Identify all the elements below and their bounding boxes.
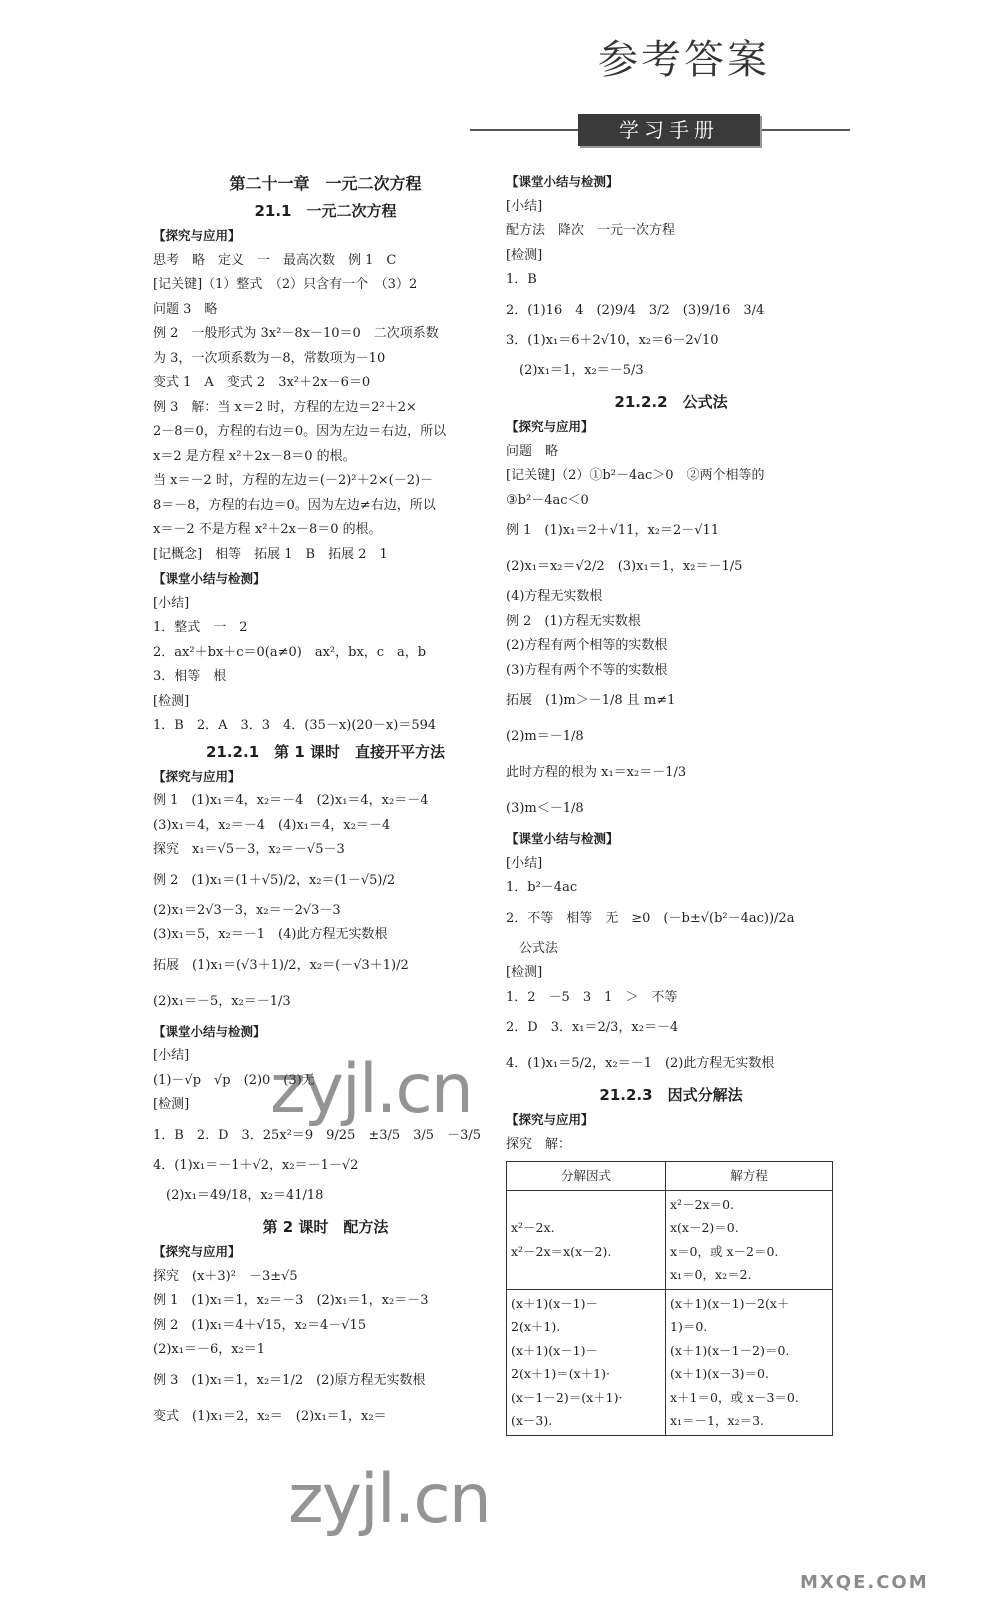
answer-line: [检测]: [506, 965, 543, 980]
left-column: [153, 170, 498, 1435]
answer-line: x＝2 是方程 x²＋2x－8＝0 的根。: [153, 448, 356, 464]
cell-line: (x－1－2)＝(x＋1)·: [511, 1389, 623, 1405]
cell-line: x₁＝－1，x₂＝3.: [670, 1413, 765, 1428]
answer-line: 1．B: [506, 272, 537, 287]
answer-line: 4．(1)x₁＝5/2，x₂＝－1 (2)此方程无实数根: [506, 1056, 775, 1071]
cell-line: 2(x＋1).: [511, 1319, 561, 1334]
answer-line: (4)方程无实数根: [506, 589, 603, 604]
cell-line: (x＋1)(x－1－2)＝0.: [670, 1342, 790, 1358]
answer-line: [检测]: [153, 1097, 190, 1112]
factorization-table: [506, 1161, 833, 1436]
watermark-mxqe: MXQE.COM: [800, 1572, 929, 1593]
answer-line: 1．整式 一 2: [153, 620, 248, 635]
answer-line: ③b²－4ac＜0: [506, 492, 589, 508]
cell-line: (x＋1)(x－1)－: [511, 1295, 599, 1311]
answer-line: 探究 解：: [506, 1136, 572, 1152]
cell-line: x₁＝0，x₂＝2.: [670, 1267, 752, 1282]
answer-line: 1．2 －5 3 1 ＞ 不等: [506, 989, 678, 1005]
table-row: [507, 1289, 833, 1435]
cell-line: x＋1＝0，或 x－3＝0.: [670, 1389, 799, 1405]
factor-cell: [507, 1190, 666, 1289]
chapter-heading: 21.2.2 公式法: [614, 393, 728, 411]
factor-cell: [507, 1289, 666, 1435]
answer-line: (2)m＝－1/8: [506, 729, 584, 744]
section-heading: 【课堂小结与检测】: [153, 1023, 266, 1039]
cell-line: 2(x＋1)＝(x＋1)·: [511, 1366, 610, 1381]
answer-line: 公式法: [506, 940, 559, 956]
section-heading: 【课堂小结与检测】: [506, 174, 619, 189]
cell-line: x²－2x＝x(x－2).: [511, 1243, 612, 1259]
cell-line: (x－3).: [511, 1413, 553, 1428]
chapter-heading: 21.2.3 因式分解法: [599, 1086, 743, 1104]
cell-line: [511, 1193, 661, 1217]
answer-line: [小结]: [153, 595, 190, 611]
answer-line: 3．(1)x₁＝6＋2√10，x₂＝6－2√10: [506, 332, 719, 348]
answer-line: 例 1 (1)x₁＝2＋√11，x₂＝2－√11: [506, 523, 720, 538]
answer-line: 例 2 (1)x₁＝(1＋√5)/2，x₂＝(1－√5)/2: [153, 872, 396, 888]
answer-line: (1)－√p √p (2)0 (3)无: [153, 1072, 315, 1088]
answer-line: 2．不等 相等 无 ≥0 (－b±√(b²－4ac))/2a: [506, 910, 795, 926]
section-heading: 【探究与应用】: [153, 228, 241, 243]
answer-line: (3)x₁＝5，x₂＝－1 (4)此方程无实数根: [153, 927, 388, 942]
answer-line: 变式 (1)x₁＝2，x₂＝ (2)x₁＝1，x₂＝: [153, 1408, 387, 1424]
cell-line: x(x－2)＝0.: [670, 1220, 739, 1235]
watermark-zyjl-bottom: zyjl.cn: [288, 1460, 490, 1539]
answer-line: 例 1 (1)x₁＝4，x₂＝－4 (2)x₁＝4，x₂＝－4: [153, 793, 429, 808]
table-header-solve: 解方程: [666, 1162, 833, 1191]
answer-line: 例 1 (1)x₁＝1，x₂＝－3 (2)x₁＝1，x₂＝－3: [153, 1293, 429, 1308]
section-heading: 【课堂小结与检测】: [153, 571, 266, 586]
right-column: [506, 170, 836, 1436]
answer-line: [小结]: [506, 198, 543, 214]
cell-line: x²－2x＝0.: [670, 1196, 734, 1212]
answer-line: [记关键]（2）①b²－4ac＞0 ②两个相等的: [506, 468, 765, 483]
answer-line: (3)x₁＝4，x₂＝－4 (4)x₁＝4，x₂＝－4: [153, 817, 391, 833]
answer-line: (2)x₁＝2√3－3，x₂＝－2√3－3: [153, 902, 341, 918]
answer-line: 当 x＝－2 时，方程的左边＝(－2)²＋2×(－2)－: [153, 473, 434, 488]
answer-line: (2)x₁＝－6，x₂＝1: [153, 1342, 266, 1357]
answer-line: 例 3 解：当 x＝2 时，方程的左边＝2²＋2×: [153, 399, 417, 415]
answer-line: 2．(1)16 4 (2)9/4 3/2 (3)9/16 3/4: [506, 302, 765, 318]
answer-line: 1．b²－4ac: [506, 880, 578, 895]
answer-line: (2)x₁＝1，x₂＝－5/3: [506, 363, 644, 378]
answer-line: [记概念] 相等 拓展 1 B 拓展 2 1: [153, 546, 388, 562]
answer-line: 例 2 一般形式为 3x²－8x－10＝0 二次项系数: [153, 326, 439, 341]
cell-line: x²－2x.: [511, 1220, 555, 1235]
answer-line: 思考 略 定义 一 最高次数 例 1 C: [153, 252, 397, 268]
solve-cell: [666, 1289, 833, 1435]
answer-line: [小结]: [506, 855, 543, 871]
answer-line: 1．B 2．D 3．25x²＝9 9/25 ±3/5 3/5 －3/5: [153, 1127, 481, 1143]
banner-line-left: [470, 129, 580, 131]
answer-line: [记关键]（1）整式 （2）只含有一个 （3）2: [153, 277, 418, 292]
answer-line: (2)x₁＝x₂＝√2/2 (3)x₁＝1，x₂＝－1/5: [506, 559, 743, 574]
answer-line: 配方法 降次 一元一次方程: [506, 223, 676, 238]
answer-line: (2)x₁＝49/18，x₂＝41/18: [153, 1188, 324, 1203]
cell-line: 1)＝0.: [670, 1319, 708, 1334]
chapter-heading: 第 2 课时 配方法: [262, 1218, 389, 1236]
answer-line: 8＝－8，方程的右边＝0。因为左边≠右边，所以: [153, 497, 436, 513]
table-row: [507, 1190, 833, 1289]
banner-line-right: [758, 129, 850, 131]
answer-line: 例 3 (1)x₁＝1，x₂＝1/2 (2)原方程无实数根: [153, 1372, 426, 1388]
section-heading: 【探究与应用】: [506, 1112, 594, 1127]
answer-line: (3)方程有两个不等的实数根: [506, 662, 668, 678]
table-header-factor: 分解因式: [507, 1162, 666, 1191]
cell-line: (x＋1)(x－1)－2(x＋: [670, 1295, 790, 1311]
chapter-heading: 第二十一章 一元二次方程: [229, 174, 422, 193]
answer-line: 4．(1)x₁＝－1＋√2，x₂＝－1－√2: [153, 1157, 359, 1173]
answer-line: (2)x₁＝－5，x₂＝－1/3: [153, 993, 291, 1009]
answer-line: 例 2 (1)方程无实数根: [506, 613, 641, 629]
solve-cell: [666, 1190, 833, 1289]
answer-line: 2．ax²＋bx＋c＝0(a≠0) ax²，bx，c a，b: [153, 644, 427, 660]
table-header-row: [507, 1162, 833, 1191]
answer-line: 2．D 3．x₁＝2/3，x₂＝－4: [506, 1020, 679, 1035]
answer-line: 问题 3 略: [153, 301, 218, 317]
answer-line: 拓展 (1)x₁＝(√3＋1)/2，x₂＝(－√3＋1)/2: [153, 957, 409, 973]
answer-line: 此时方程的根为 x₁＝x₂＝－1/3: [506, 765, 687, 780]
chapter-heading: 21.1 一元二次方程: [254, 202, 397, 220]
answer-line: [检测]: [153, 693, 190, 709]
cell-line: (x＋1)(x－3)＝0.: [670, 1366, 769, 1381]
answer-line: 探究 (x＋3)² －3±√5: [153, 1268, 298, 1284]
answer-line: [小结]: [153, 1048, 190, 1063]
answer-line: 变式 1 A 变式 2 3x²＋2x－6＝0: [153, 375, 371, 390]
answer-line: [检测]: [506, 247, 543, 263]
section-heading: 【探究与应用】: [506, 419, 594, 434]
answer-line: (3)m＜－1/8: [506, 801, 584, 816]
answer-line: 为 3，一次项系数为－8，常数项为－10: [153, 350, 386, 366]
answer-line: 问题 略: [506, 443, 559, 459]
section-heading: 【课堂小结与检测】: [506, 831, 619, 846]
answer-line: 例 2 (1)x₁＝4＋√15，x₂＝4－√15: [153, 1317, 367, 1333]
cell-line: x＝0，或 x－2＝0.: [670, 1243, 779, 1259]
cell-line: (x＋1)(x－1)－: [511, 1342, 599, 1358]
answer-line: 探究 x₁＝√5－3，x₂＝－√5－3: [153, 842, 345, 857]
section-banner: 学习手册: [578, 114, 760, 146]
watermark-zyjl-middle: zyjl.cn: [270, 1050, 472, 1129]
chapter-heading: 21.2.1 第 1 课时 直接开平方法: [205, 742, 446, 761]
answer-line: 1．B 2．A 3．3 4．(35－x)(20－x)＝594: [153, 718, 437, 733]
section-heading: 【探究与应用】: [153, 1244, 241, 1259]
page-title: 参考答案: [598, 37, 770, 83]
answer-line: 2－8＝0，方程的右边＝0。因为左边＝右边，所以: [153, 424, 447, 439]
answer-line: (2)方程有两个相等的实数根: [506, 638, 668, 653]
answer-line: x＝－2 不是方程 x²＋2x－8＝0 的根。: [153, 522, 382, 537]
answer-line: 拓展 (1)m＞－1/8 且 m≠1: [506, 693, 676, 708]
answer-line: 3．相等 根: [153, 669, 227, 684]
section-heading: 【探究与应用】: [153, 768, 241, 784]
